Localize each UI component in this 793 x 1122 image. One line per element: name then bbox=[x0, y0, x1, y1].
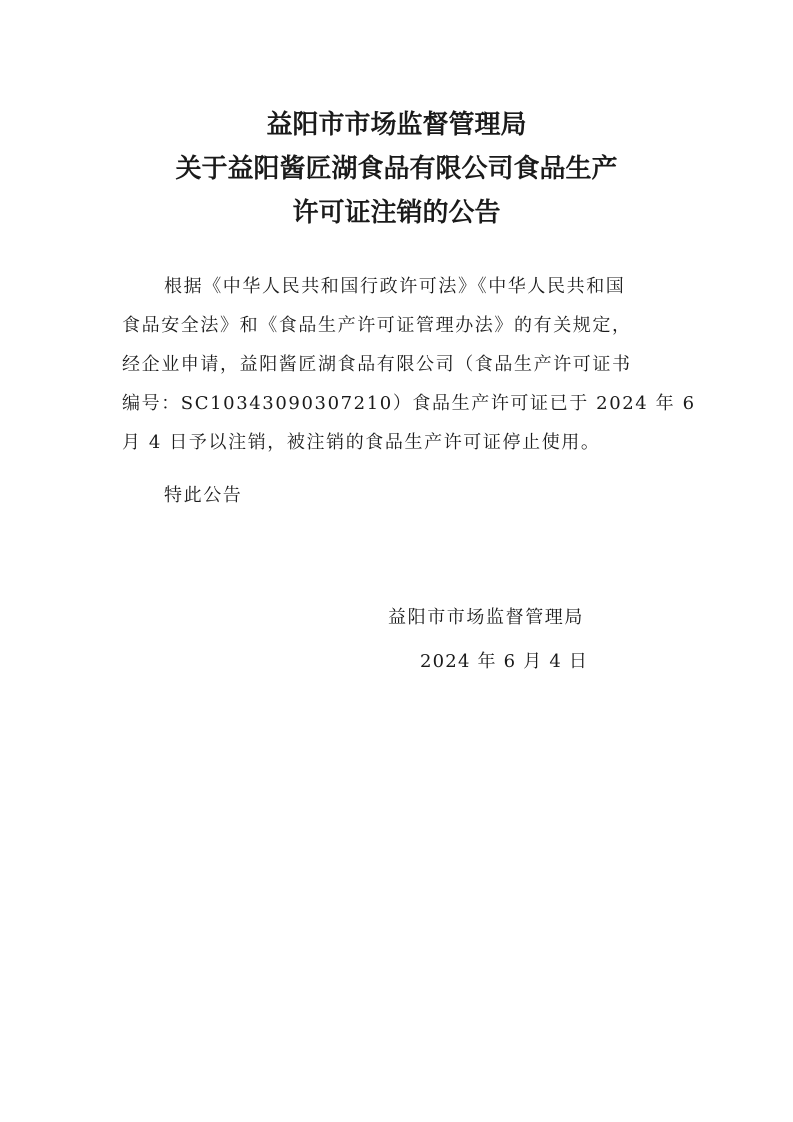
closing-remark: 特此公告 bbox=[164, 485, 243, 506]
body-line-5: 月 4 日予以注销，被注销的食品生产许可证停止使用。 bbox=[122, 432, 601, 453]
body-line-3: 经企业申请，益阳酱匠湖食品有限公司（食品生产许可证书 bbox=[122, 354, 632, 375]
title-line-2: 关于益阳酱匠湖食品有限公司食品生产 bbox=[175, 154, 618, 184]
body-line-4: 编号：SC10343090307210）食品生产许可证已于 2024 年 6 bbox=[122, 393, 696, 414]
issuer-signature: 益阳市市场监督管理局 bbox=[388, 607, 584, 628]
body-line-1: 根据《中华人民共和国行政许可法》《中华人民共和国 bbox=[164, 276, 626, 297]
body-line-2: 食品安全法》和《食品生产许可证管理办法》的有关规定， bbox=[122, 315, 632, 336]
title-line-1: 益阳市市场监督管理局 bbox=[266, 110, 527, 140]
notice-title bbox=[0, 103, 793, 235]
issue-date: 2024 年 6 月 4 日 bbox=[420, 651, 589, 672]
notice-body bbox=[122, 267, 696, 462]
title-line-3: 许可证注销的公告 bbox=[292, 198, 501, 228]
